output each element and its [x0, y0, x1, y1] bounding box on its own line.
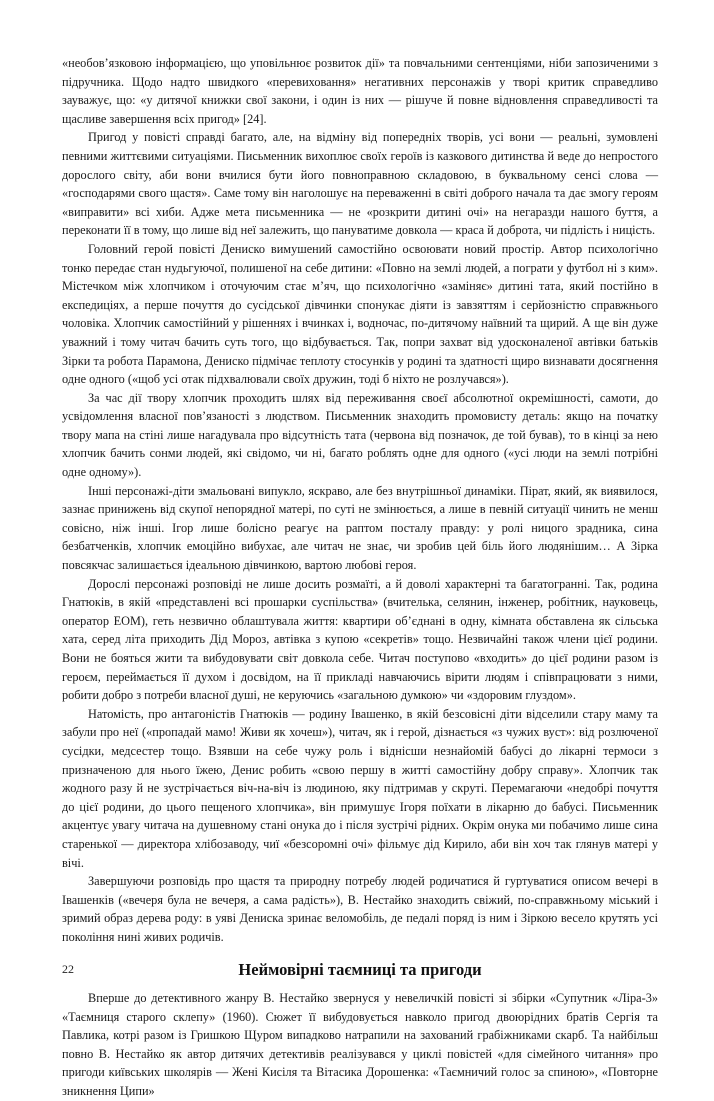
- paragraph-6: Дорослі персонажі розповіді не лише досить розмаїті, а й доволі характерні та багатогранні. Так, родина Гнатюків, в якій «представлені всі прошарки суспільства» (вчителька, селянин, інженер, робітник, науковець, оператор ЕОМ), геть незвично облаштувала життя: квартири об’єднані в одну, кімната обставлена як сільська хата, серед літа приходить Дід Мороз, автівка з купою «секретів» тощо. Незвичайні також члени цієї родини. Вони не бояться жити та вибудовувати світ довкола себе. Читач поступово «входить» до цієї родини разом із героєм, переймається її духом і досвідом, на її прикладі навчаючись вірити людям і співпрацювати з ними, робити добро з потреби власної душі, не керуючись «загальною думкою» чи «здоровим глуздом».: [62, 576, 658, 703]
- paragraph-8: Завершуючи розповідь про щастя та природну потребу людей родичатися й гуртуватися описом вечері в Івашенків («вечеря була не вечеря, а сама радість»), В. Нестайко знаходить свіжий, по-справжньому міський і зримий образ дерева роду: в уяві Дениска зринає веломобіль, де педалі поряд із ним і Зіркою весело крутять усі покоління нині живих родичів.: [62, 874, 658, 944]
- page-number: 22: [62, 962, 74, 976]
- document-body: [62, 54, 658, 1101]
- section-heading: Неймовірні таємниці та пригоди: [238, 959, 482, 979]
- paragraph-9: Вперше до детективного жанру В. Нестайко звернуся у невеличкій повісті зі збірки «Супутник «Ліра-3» «Таємниця старого склепу» (1960). Сюжет її вибудовується навколо пригод двоюрідних братів Сергія та Павлика, котрі разом із Гришкою Щуром випадково натрапили на захований грабіжниками скарб. Та найбільш повно В. Нестайко як автор дитячих детективів реалізувався у циклі повістей «для сімейного читання» про пригоди київських школярів — Жені Кисіля та Вітасика Дорошенка: «Таємничий голос за спиною», «Повторне зникнення Ципи»: [62, 991, 658, 1099]
- paragraph-4: За час дії твору хлопчик проходить шлях від переживання своєї абсолютної окремішності, самоти, до усвідомлення власної пов’язаності з людством. Письменник знаходить промовисту деталь: якщо на початку твору мапа на стіні лише нагадувала про відсутність тата (червона від позначок, де той бував), то в кінці за нею хлопчик бачить сонми людей, які свідомо, чи ні, багато роблять одне для одного («усі люди на землі потрібні одне одному»).: [62, 390, 658, 480]
- paragraph-1: «необов’язковою інформацією, що уповільнює розвиток дії» та повчальними сентенціями, ніби запозиченими з підручника. Щодо надто швидкого «перевиховання» негативних персонажів у творі критик справедливо зауважує, що: «у дитячої книжки свої закони, і один із них — рішуче й повне відновлення справедливості та щасливе завершення всіх пригод» [24].: [62, 56, 658, 126]
- paragraph-3: Головний герой повісті Дениско вимушений самостійно освоювати новий простір. Автор психологічно тонко передає стан нудьгуючої, полишеної на себе дитини: «Повно на землі людей, а пограти у футбол ні з ким». Містечком між хлопчиком і оточуючим стає м’яч, що психологічно «заміняє» дитині тата, який постійно в експедиціях, а перше почуття до сусідської дівчинки спонукає діяти із завзяттям і серйозністю справжнього чоловіка. Хлопчик самостійний у рішеннях і вчинках і, водночас, по-дитячому наївний та щирий. А ще він дуже уважний і тому читач бачить суть тогo, що відбувається. Так, попри захват від удосконаленої автівки батьків Зірки та робота Парамона, Дениско підмічає теплоту стосунків у родині та здатності щиро визнавати досягнення одне одного («щоб усі отак підхвалювали своїх дружин, тоді б ніхто не розлучався»).: [62, 241, 658, 387]
- paragraph-2: Пригод у повісті справді багато, але, на відміну від попередніх творів, усі вони — реальні, зумовлені певними життєвими ситуаціями. Письменник вихоплює своїх героїв із казкового дитинства й веде до непростого дорослого світу, аби вони вчилися бути його повноправною складовою, в буквальному сенсі слова — «господарями свого щастя». Саме тому він наголошує на переваженні в світі доброго начала та дає змогу героям «виправити» всі хиби. Адже мета письменника — не «розкрити дитині очі» на негаразди нашого буття, а переконати її в тому, що лише від неї залежить, що пануватиме довкола — краса й доброта, чи підлість і ницість.: [62, 130, 658, 238]
- paragraph-5: Інші персонажі-діти змальовані випукло, яскраво, але без внутрішньої динаміки. Пірат, який, як виявилося, зазнає принижень від скупої непорядної матері, по суті не змінюється, а лише в певній ситуації чинить не менш совісно, ніж інші. Ігор лише болісно реагує на раптом посталу правду: у ролі ницого зрадника, сина безбатченків, хлопчик емоційно вибухає, але читач не знає, чи зробив цей біль його людянішим… А Зірка повсякчас залишається ідеальною дівчинкою, вартою любові героя.: [62, 483, 658, 573]
- paragraph-7: Натомість, про антагоністів Гнатюків — родину Івашенко, в якій безсовісні діти відселили стару маму та забули про неї («пропадай мамо! Живи як хочеш»), читач, як і герой, дізнається «з чужих вуст»: від розлюченої сусідки, медсестер тощо. Взявши на себе чужу роль і віднісши незнайомій бабусі до лікарні термоси з призначеною для нього їжею, Денис робить «свою першу в житті самостійну добру справу». Хлопчик так жодного разу й не зустрічається віч-на-віч із людиною, яку підтримав у скруті. Перемагаючи «недобрі почуття до цієї родини, до цього пещеного хлопчика», він примушує Ігоря поїхати в лікарню до бабусі. Письменник акцентує увагу читача на душевному стані онука до і після зустрічі рідних. Окрім онука ми побачимо лише сина старенької — директора хлібозаводу, чиї «безсоромні очі» фільмує дід Кирило, аби він хоч так глянув матері у вічі.: [62, 706, 658, 870]
